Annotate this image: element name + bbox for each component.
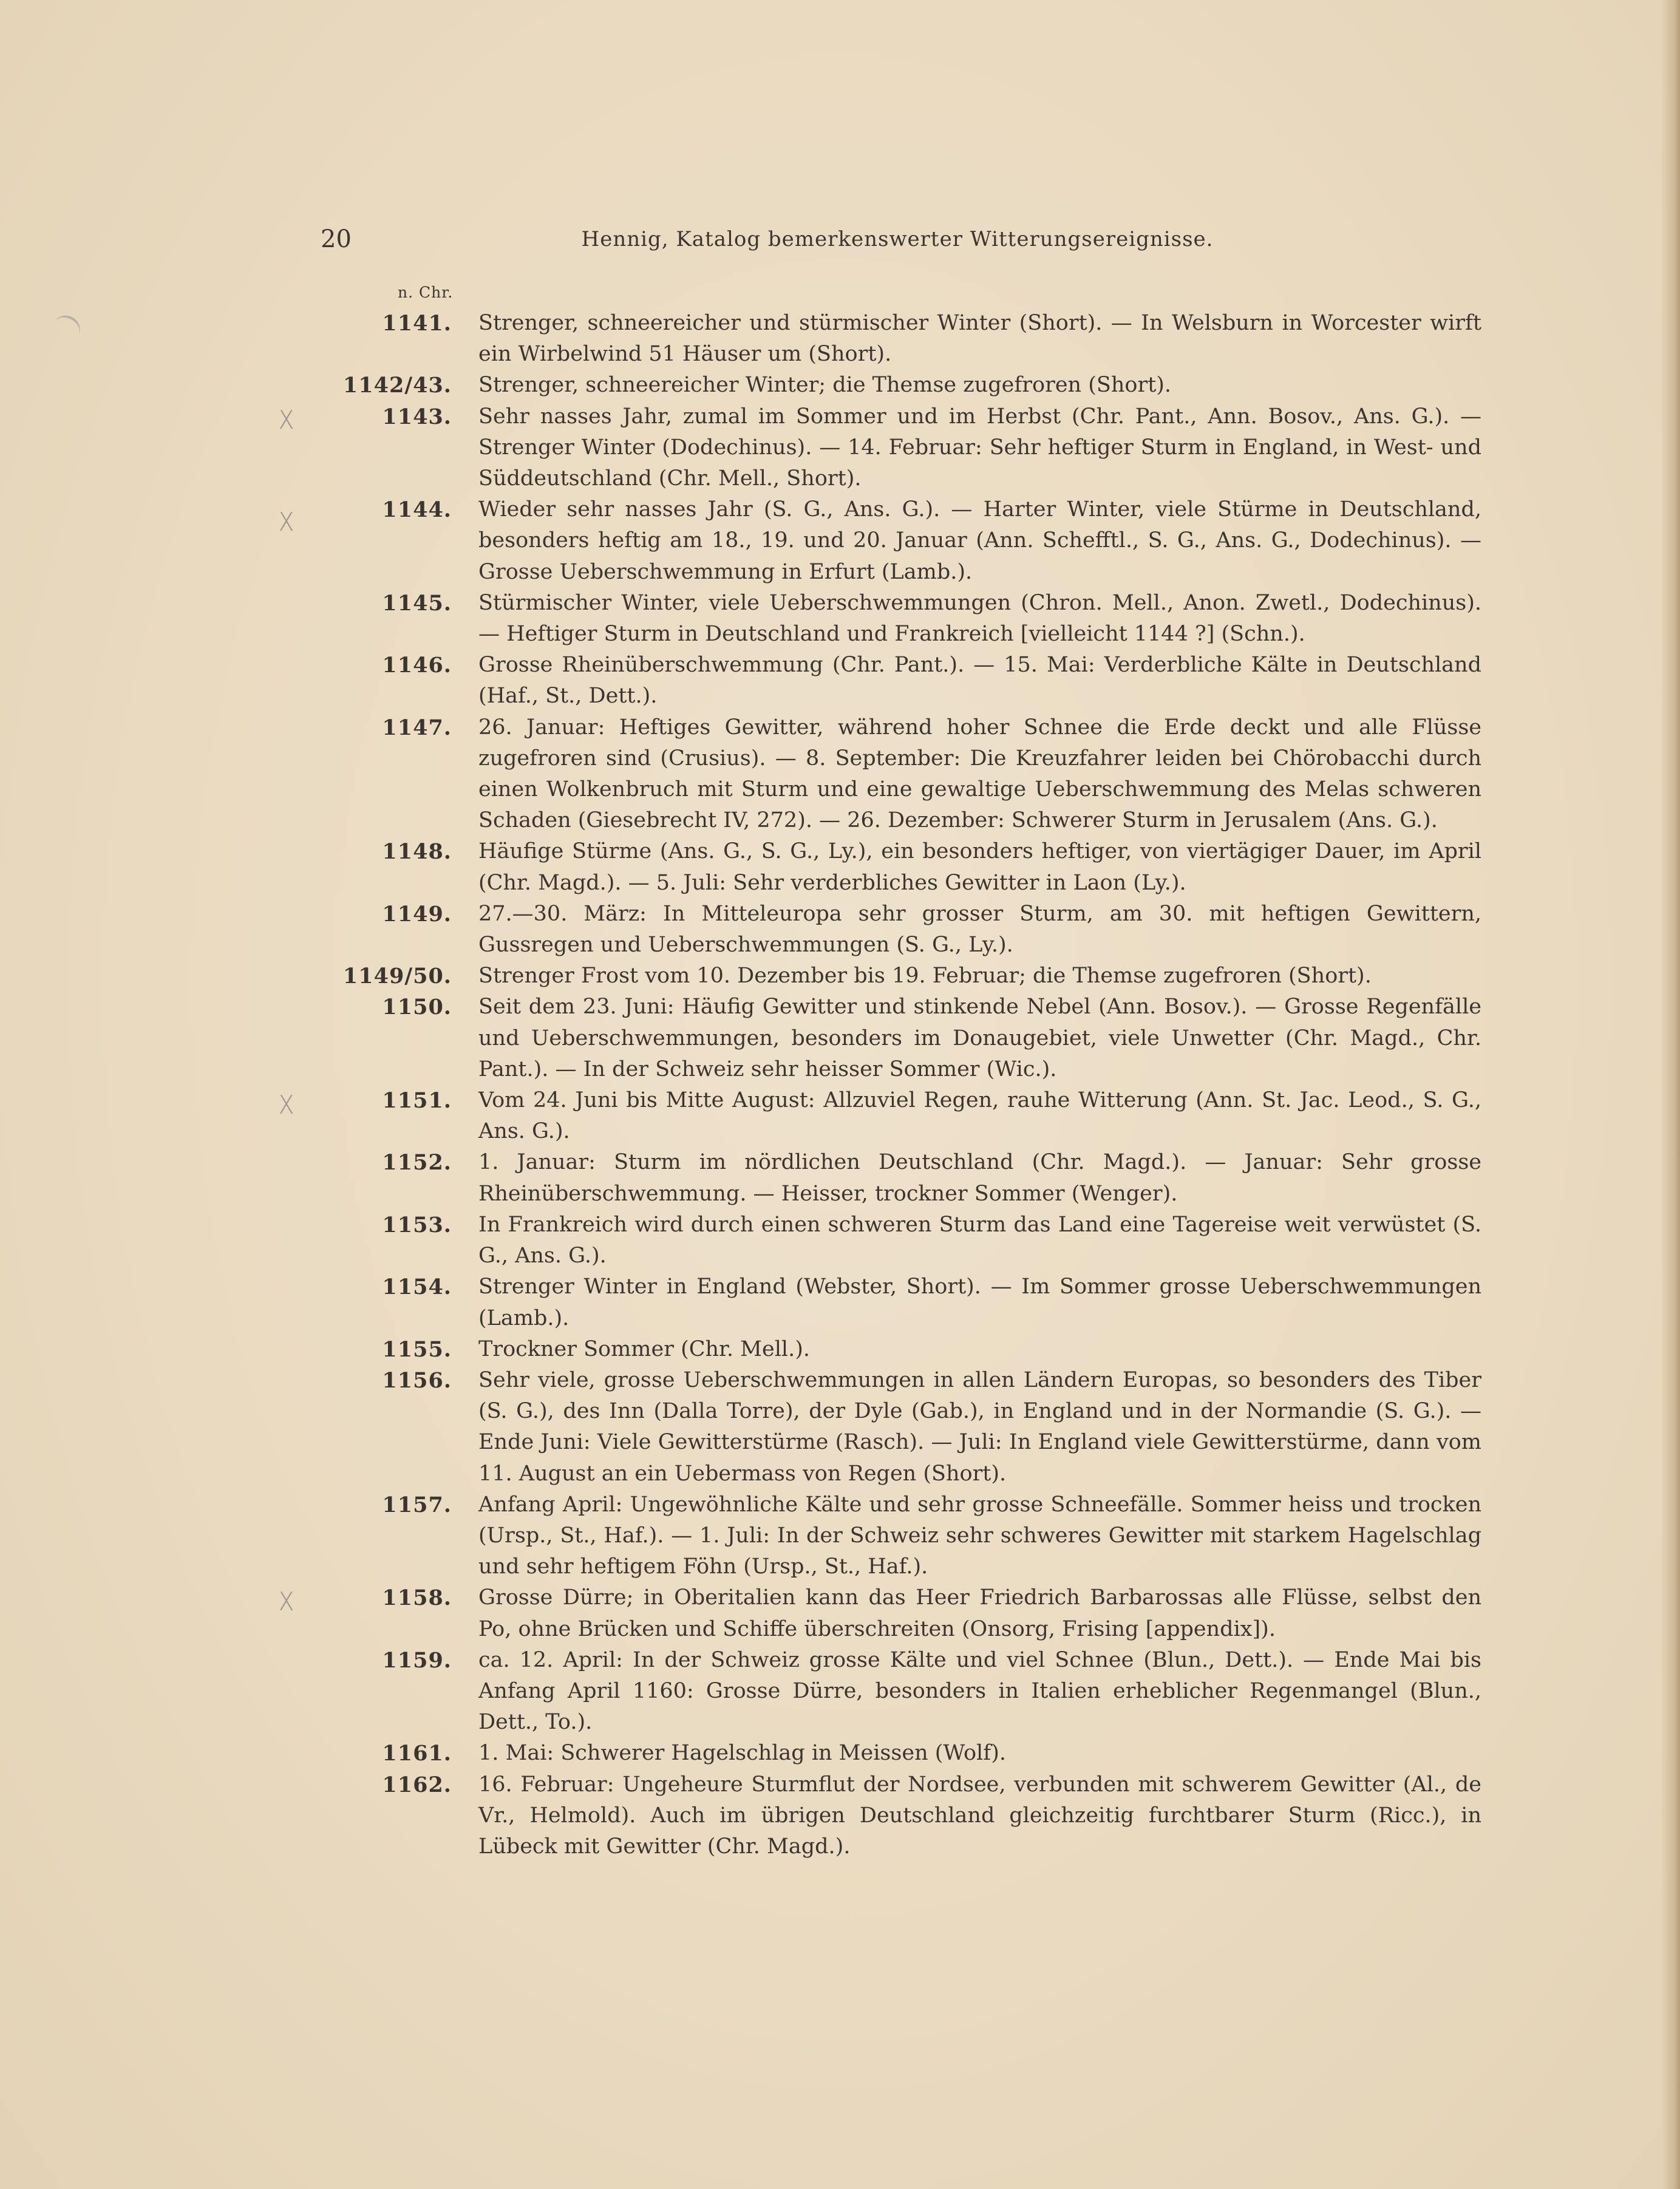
entry-year: 1152. — [382, 1150, 452, 1176]
entry-year: 1147. — [382, 715, 452, 740]
entry-text: Häufige Stürme (Ans. G., S. G., Ly.), ein besonders heftiger, von viertägiger Dauer, im April (Chr. Magd.). — 5. Juli: Sehr verderbliches Gewitter in Laon (Ly.). — [478, 839, 1481, 895]
entry-text: Vom 24. Juni bis Mitte August: Allzuviel Regen, rauhe Witterung (Ann. St. Jac. Leod., S. G., Ans. G.). — [478, 1088, 1481, 1144]
catalog-entry — [328, 1738, 1481, 1769]
catalog-entry — [328, 961, 1481, 992]
entry-text: Grosse Dürre; in Oberitalien kann das Heer Friedrich Barbarossas alle Flüsse, selbst den Po, ohne Brücken und Schiffe überschreiten (Onsorg, Frising [appendix]). — [478, 1585, 1481, 1641]
entry-text: Sehr viele, grosse Ueberschwemmungen in allen Ländern Europas, so besonders des Tiber (S. G.), des Inn (Dalla Torre), der Dyle (Gab.), in England und in der Normandie (S. G.). — Ende Juni: Viele Gewitterstürme (Rasch). — Juli: In England viele Gewitterstürme, dann vom 11. August an ein Uebermass von Regen (Short). — [478, 1367, 1481, 1486]
entry-text: 16. Februar: Ungeheure Sturmflut der Nordsee, verbunden mit schwerem Gewitter (Al., de Vr., Helmold). Auch im übrigen Deutschland gleichzeitig furchtbarer Sturm (Ricc.), in Lübeck mit Gewitter (Chr. Magd.). — [478, 1772, 1481, 1859]
catalog-entry — [328, 1210, 1481, 1272]
entry-year: 1149/50. — [342, 964, 452, 989]
entry-year: 1148. — [382, 839, 452, 865]
catalog-entry — [328, 1645, 1481, 1738]
entry-text: Strenger, schneereicher und stürmischer Winter (Short). — In Welsburn in Worcester wirft ein Wirbelwind 51 Häuser um (Short). — [478, 311, 1481, 367]
entry-year: 1145. — [382, 590, 452, 616]
era-label: n. Chr. — [398, 284, 454, 301]
catalog-entry — [328, 1085, 1481, 1147]
page-number: 20 — [321, 225, 352, 253]
entry-text: Strenger Frost vom 10. Dezember bis 19. Februar; die Themse zugefroren (Short). — [478, 964, 1372, 989]
entry-text: Strenger Winter in England (Webster, Short). — Im Sommer grosse Ueberschwemmungen (Lamb.). — [478, 1275, 1481, 1330]
entry-text: 26. Januar: Heftiges Gewitter, während hoher Schnee die Erde deckt und alle Flüsse zugefroren sind (Crusius). — 8. September: Die Kreuzfahrer leiden bei Chörobacchi durch einen Wolkenbruch mit Sturm und eine gewaltige Ueberschwemmung des Melas schweren Schaden (Giesebrecht IV, 272). — 26. Dezember: Schwerer Sturm in Jerusalem (Ans. G.). — [478, 715, 1481, 833]
entry-year: 1156. — [382, 1367, 452, 1393]
catalog-entries — [328, 308, 1481, 1862]
page-header — [321, 221, 1474, 257]
entry-year: 1154. — [382, 1275, 452, 1300]
catalog-entry — [328, 1365, 1481, 1489]
entry-text: ca. 12. April: In der Schweiz grosse Kälte und viel Schnee (Blun., Dett.). — Ende Mai bis Anfang April 1160: Grosse Dürre, besonders in Italien erheblicher Regenmangel (Blun., Dett., To.). — [478, 1647, 1481, 1735]
entry-year: 1143. — [382, 404, 452, 429]
pencil-stroke-icon — [47, 311, 84, 347]
pencil-x-mark-icon: x — [278, 1579, 294, 1619]
entry-year: 1151. — [382, 1088, 452, 1114]
entry-year: 1162. — [382, 1772, 452, 1797]
pencil-x-mark-icon: x — [278, 398, 294, 437]
catalog-entry — [328, 836, 1481, 898]
entry-year: 1158. — [382, 1585, 452, 1611]
entry-text: Anfang April: Ungewöhnliche Kälte und sehr grosse Schneefälle. Sommer heiss und trocken (Ursp., St., Haf.). — 1. Juli: In der Schweiz sehr schweres Gewitter mit starkem Hagelschlag und sehr heftigem Föhn (Ursp., St., Haf.). — [478, 1492, 1481, 1579]
entry-year: 1159. — [382, 1647, 452, 1673]
entry-year: 1155. — [382, 1336, 452, 1362]
entry-text: Seit dem 23. Juni: Häufig Gewitter und stinkende Nebel (Ann. Bosov.). — Grosse Regenfälle und Ueberschwemmungen, besonders im Donaugebiet, viele Unwetter (Chr. Magd., Chr. Pant.). — In der Schweiz sehr heisser Sommer (Wic.). — [478, 995, 1481, 1081]
entry-year: 1146. — [382, 653, 452, 678]
entry-text: Grosse Rheinüberschwemmung (Chr. Pant.). — 15. Mai: Verderbliche Kälte in Deutschland (Haf., St., Dett.). — [478, 653, 1481, 709]
catalog-entry — [328, 1582, 1481, 1644]
catalog-entry — [328, 1334, 1481, 1365]
page-edge-shadow — [1662, 0, 1680, 2189]
running-head: Hennig, Katalog bemerkenswerter Witterungsereignisse. — [581, 227, 1214, 251]
entry-text: Strenger, schneereicher Winter; die Themse zugefroren (Short). — [478, 373, 1172, 398]
entry-text: Stürmischer Winter, viele Ueberschwemmungen (Chron. Mell., Anon. Zwetl., Dodechinus). — Heftiger Sturm in Deutschland und Frankreich [vielleicht 1144 ?] (Schn.). — [478, 590, 1481, 647]
catalog-entry — [328, 588, 1481, 650]
catalog-entry — [328, 712, 1481, 837]
entry-text: In Frankreich wird durch einen schweren Sturm das Land eine Tagereise weit verwüstet (S. G., Ans. G.). — [478, 1212, 1481, 1268]
catalog-entry — [328, 370, 1481, 401]
catalog-entry — [328, 1489, 1481, 1583]
entry-year: 1149. — [382, 901, 452, 927]
catalog-entry — [328, 401, 1481, 495]
entry-text: Wieder sehr nasses Jahr (S. G., Ans. G.). — Harter Winter, viele Stürme in Deutschland, besonders heftig am 18., 19. und 20. Januar (Ann. Schefftl., S. G., Ans. G., Dodechinus). — Grosse Ueberschwemmung in Erfurt (Lamb.). — [478, 497, 1481, 584]
pencil-x-mark-icon: x — [278, 1083, 294, 1122]
catalog-entry — [328, 899, 1481, 961]
entry-year: 1153. — [382, 1212, 452, 1237]
entry-year: 1150. — [382, 995, 452, 1020]
entry-text: 1. Januar: Sturm im nördlichen Deutschland (Chr. Magd.). — Januar: Sehr grosse Rheinüberschwemmung. — Heisser, trockner Sommer (Wenger). — [478, 1150, 1481, 1206]
catalog-entry — [328, 992, 1481, 1085]
catalog-entry — [328, 650, 1481, 712]
entry-year: 1157. — [382, 1492, 452, 1517]
catalog-entry — [328, 494, 1481, 588]
catalog-entry — [328, 1272, 1481, 1333]
entry-text: Trockner Sommer (Chr. Mell.). — [478, 1336, 811, 1361]
entry-text: Sehr nasses Jahr, zumal im Sommer und im Herbst (Chr. Pant., Ann. Bosov., Ans. G.). — Strenger Winter (Dodechinus). — 14. Februar: Sehr heftiger Sturm in England, in West- und Süddeutschland (Chr. Mell., Short). — [478, 404, 1481, 491]
pencil-x-mark-icon: x — [278, 500, 294, 539]
entry-year: 1144. — [382, 497, 452, 523]
entry-year: 1142/43. — [342, 373, 452, 398]
entry-text: 27.—30. März: In Mitteleuropa sehr grosser Sturm, am 30. mit heftigen Gewittern, Gussregen und Ueberschwemmungen (S. G., Ly.). — [478, 901, 1481, 958]
entry-text: 1. Mai: Schwerer Hagelschlag in Meissen (Wolf). — [478, 1741, 1006, 1766]
entry-year: 1161. — [382, 1741, 452, 1766]
catalog-entry — [328, 1147, 1481, 1209]
catalog-entry — [328, 308, 1481, 370]
entry-year: 1141. — [382, 311, 452, 336]
catalog-entry — [328, 1769, 1481, 1863]
